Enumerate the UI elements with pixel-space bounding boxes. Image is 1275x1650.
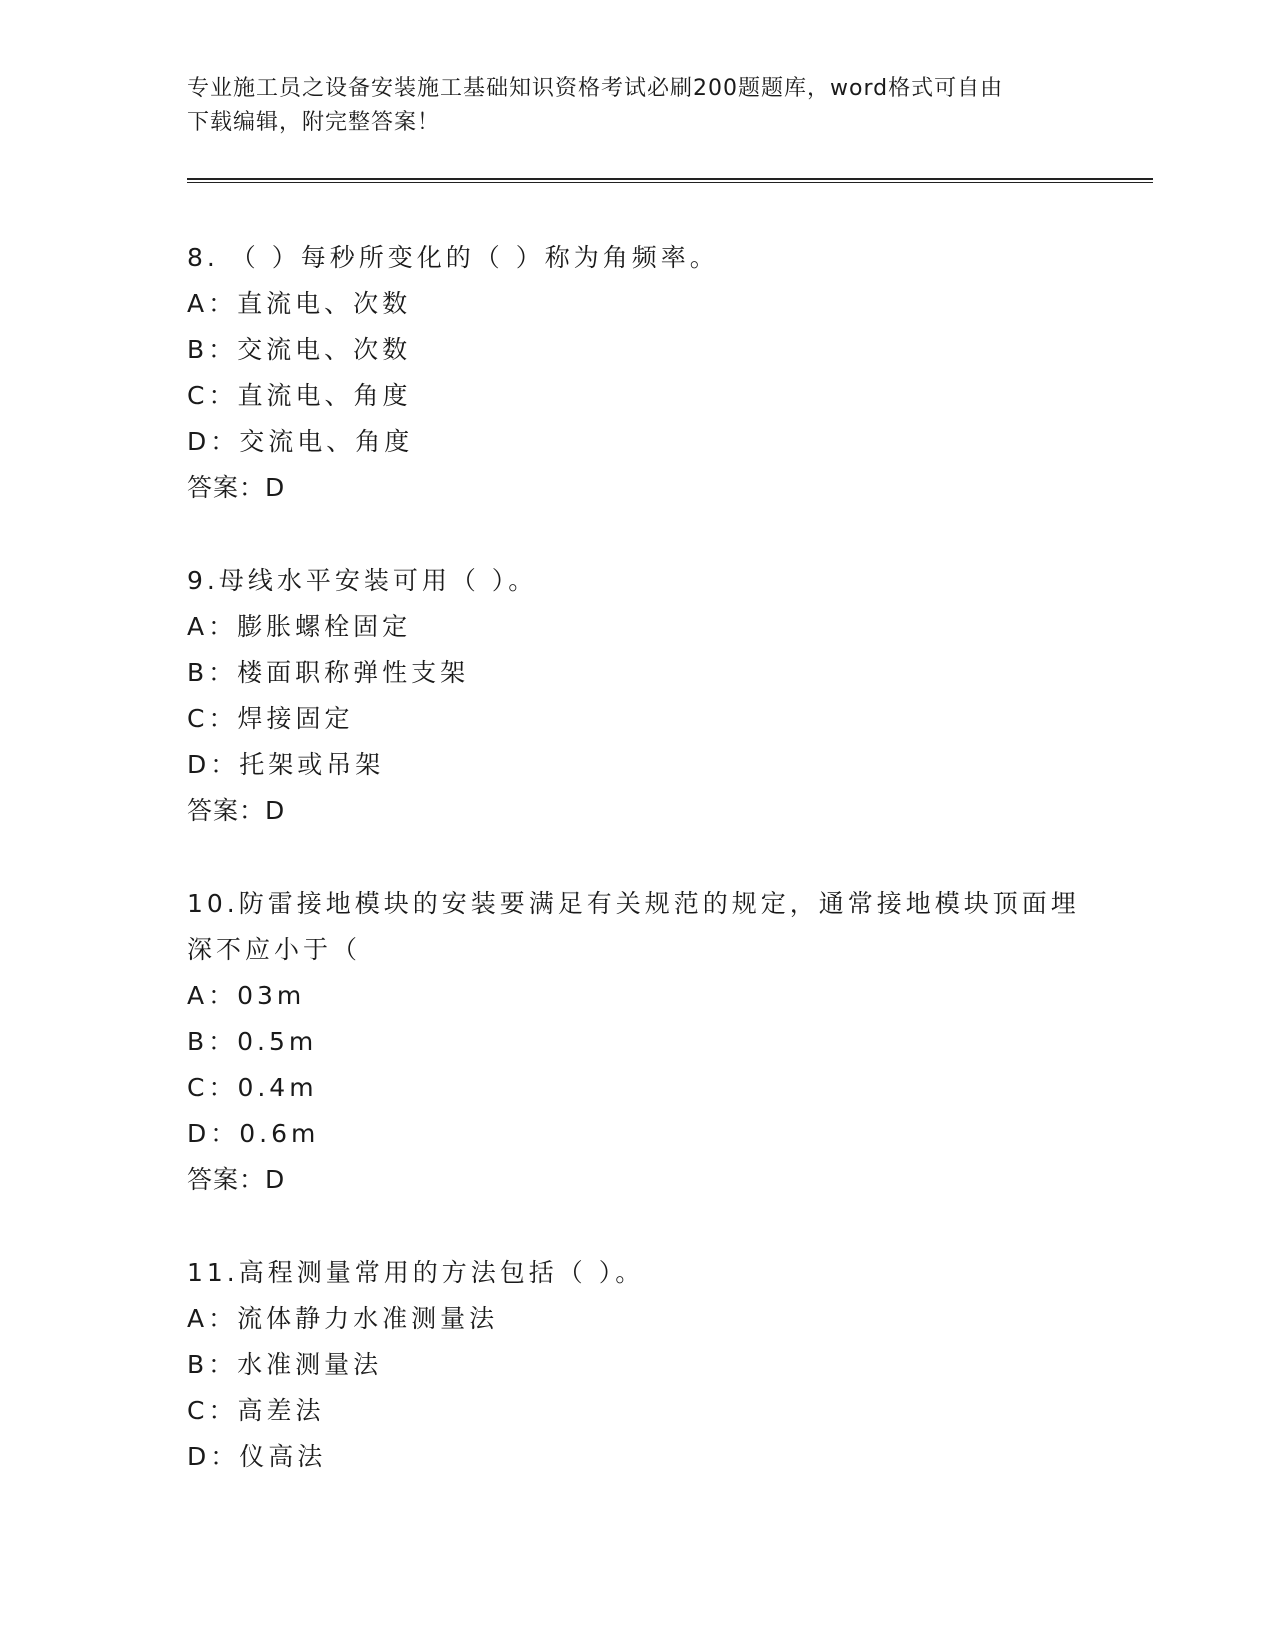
- question-stem-line-1: 10.防雷接地模块的安装要满足有关规范的规定，通常接地模块顶面埋: [187, 889, 1080, 918]
- question-stem: 9.母线水平安装可用（ ）。: [187, 566, 538, 595]
- answer-line: 答案：D: [187, 796, 286, 825]
- option-a: A：03m: [187, 981, 306, 1010]
- answer-line: 答案：D: [187, 473, 286, 502]
- question-11: [187, 1250, 1087, 1480]
- document-header: [187, 72, 1067, 140]
- option-d: D：托架或吊架: [187, 750, 385, 779]
- option-d: D：仪高法: [187, 1442, 327, 1471]
- option-c: C：直流电、角度: [187, 381, 412, 410]
- header-divider-top: [187, 178, 1153, 180]
- option-c: C：0.4m: [187, 1073, 318, 1102]
- option-a: A：流体静力水准测量法: [187, 1304, 499, 1333]
- option-a: A：直流电、次数: [187, 289, 412, 318]
- question-10: [187, 881, 1087, 1203]
- option-c: C：高差法: [187, 1396, 325, 1425]
- header-line-2: 下载编辑，附完整答案！: [187, 110, 441, 135]
- option-b: B：水准测量法: [187, 1350, 383, 1379]
- option-b: B：0.5m: [187, 1027, 318, 1056]
- question-stem: 11.高程测量常用的方法包括（ ）。: [187, 1258, 645, 1287]
- option-a: A：膨胀螺栓固定: [187, 612, 412, 641]
- question-list: [187, 235, 1087, 1527]
- option-c: C：焊接固定: [187, 704, 354, 733]
- option-b: B：交流电、次数: [187, 335, 412, 364]
- question-stem: 8. （ ）每秒所变化的（ ）称为角频率。: [187, 243, 719, 272]
- option-b: B：楼面职称弹性支架: [187, 658, 470, 687]
- question-8: [187, 235, 1087, 511]
- option-d: D：0.6m: [187, 1119, 320, 1148]
- question-9: [187, 558, 1087, 834]
- header-divider-bottom: [187, 182, 1153, 183]
- option-d: D：交流电、角度: [187, 427, 414, 456]
- question-stem-line-2: 深不应小于（: [187, 935, 362, 964]
- answer-line: 答案：D: [187, 1165, 286, 1194]
- header-line-1: 专业施工员之设备安装施工基础知识资格考试必刷200题题库，word格式可自由: [187, 76, 1004, 101]
